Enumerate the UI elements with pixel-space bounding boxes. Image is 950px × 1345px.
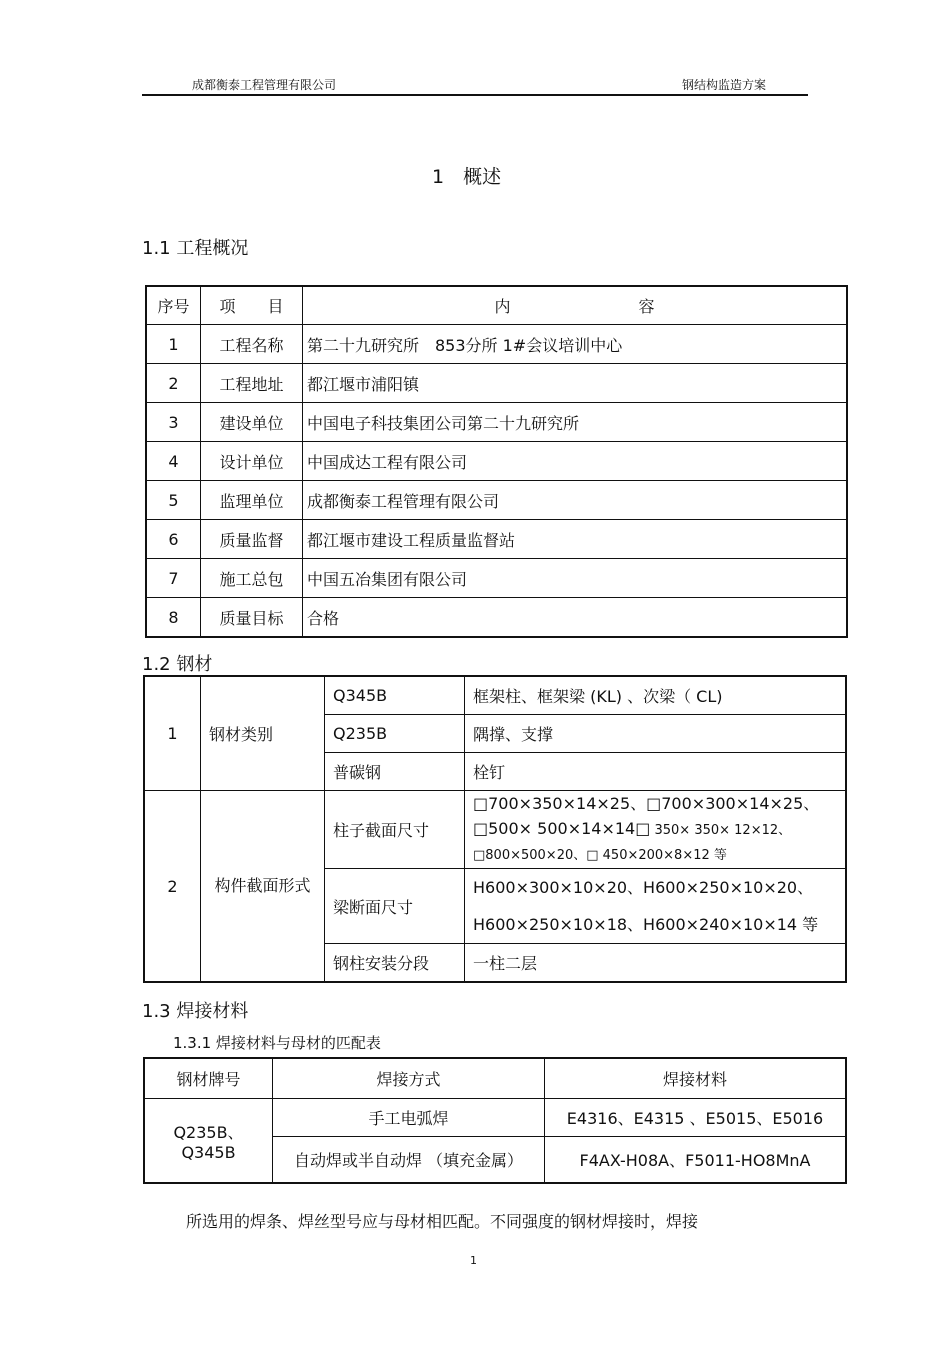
subsection-heading: 1.3.1 焊接材料与母材的匹配表 [173, 1034, 381, 1052]
beam-size-line: H600×300×10×20、H600×250×10×20、 [473, 878, 814, 897]
beam-section-label: 梁断面尺寸 [325, 869, 465, 944]
steel-grade: Q235B、Q345B [145, 1099, 273, 1183]
steel-grade: Q235B [325, 715, 465, 753]
section-heading-1-2: 1.2 钢材 [142, 654, 213, 675]
steel-usage: 框架柱、框架梁 (KL) 、次梁（ CL) [465, 677, 846, 715]
welding-material: F4AX-H08A、F5011-HO8MnA [545, 1137, 846, 1183]
header-cell: 序号 [147, 287, 201, 325]
table-header-row [147, 287, 847, 325]
table-row [145, 677, 846, 715]
header-left: 成都衡泰工程管理有限公司 [192, 78, 337, 92]
group-number: 2 [145, 791, 201, 982]
table-row [147, 325, 847, 364]
row-number: 5 [147, 481, 201, 520]
row-item: 工程地址 [201, 364, 303, 403]
row-content: 中国成达工程有限公司 [303, 442, 847, 481]
segment-value: 一柱二层 [465, 944, 846, 982]
welding-material: E4316、E4315 、E5015、E5016 [545, 1099, 846, 1137]
row-item: 施工总包 [201, 559, 303, 598]
table-row [147, 364, 847, 403]
table-row [147, 403, 847, 442]
steel-grade: Q345B [325, 677, 465, 715]
column-size-part: □500× 500×14×14□ [473, 819, 651, 838]
row-item: 工程名称 [201, 325, 303, 364]
column-size-part: 350× 350× 12×12、 [650, 823, 792, 838]
header-cell: 钢材牌号 [145, 1059, 273, 1099]
steel-table [144, 676, 846, 982]
row-number: 6 [147, 520, 201, 559]
table-row [147, 520, 847, 559]
table-row [145, 791, 846, 869]
group-number: 1 [145, 677, 201, 791]
page-title: 1 概述 [432, 166, 502, 188]
row-content: 中国电子科技集团公司第二十九研究所 [303, 403, 847, 442]
section-heading-1-1: 1.1 工程概况 [142, 238, 249, 259]
body-paragraph: 所选用的焊条、焊丝型号应与母材相匹配。不同强度的钢材焊接时，焊接 [186, 1212, 699, 1231]
table-header-row [145, 1059, 846, 1099]
row-number: 3 [147, 403, 201, 442]
beam-size-line: H600×250×10×18、H600×240×10×14 等 [473, 915, 819, 934]
page-number: 1 [470, 1254, 477, 1267]
segment-label: 钢柱安装分段 [325, 944, 465, 982]
table-row [147, 481, 847, 520]
beam-section-sizes [465, 869, 846, 944]
row-number: 8 [147, 598, 201, 637]
column-size-line: □800×500×20、□ 450×200×8×12 等 [473, 848, 727, 863]
row-item: 质量目标 [201, 598, 303, 637]
welding-table [144, 1058, 846, 1183]
group-label: 构件截面形式 [201, 791, 325, 982]
column-size-line: □700×350×14×25、□700×300×14×25、 [473, 794, 820, 813]
column-size-line [473, 816, 841, 843]
steel-usage: 栓钉 [465, 753, 846, 791]
row-content: 第二十九研究所 853分所 1#会议培训中心 [303, 325, 847, 364]
table-row [145, 1099, 846, 1137]
row-number: 7 [147, 559, 201, 598]
steel-grade: 普碳钢 [325, 753, 465, 791]
project-overview-table [146, 286, 847, 637]
table-row [147, 559, 847, 598]
row-number: 2 [147, 364, 201, 403]
row-number: 1 [147, 325, 201, 364]
header-cell: 焊接方式 [273, 1059, 545, 1099]
row-item: 监理单位 [201, 481, 303, 520]
welding-method: 自动焊或半自动焊 （填充金属） [273, 1137, 545, 1183]
steel-usage: 隅撑、支撑 [465, 715, 846, 753]
section-heading-1-3: 1.3 焊接材料 [142, 1001, 249, 1022]
header-right: 钢结构监造方案 [682, 78, 767, 92]
row-content: 都江堰市建设工程质量监督站 [303, 520, 847, 559]
row-item: 质量监督 [201, 520, 303, 559]
column-section-label: 柱子截面尺寸 [325, 791, 465, 869]
header-divider [142, 94, 808, 96]
table-row [147, 598, 847, 637]
table-row [147, 442, 847, 481]
row-content: 中国五冶集团有限公司 [303, 559, 847, 598]
row-item: 设计单位 [201, 442, 303, 481]
header-cell: 内 容 [303, 287, 847, 325]
column-section-sizes [465, 791, 846, 869]
row-content: 合格 [303, 598, 847, 637]
welding-method: 手工电弧焊 [273, 1099, 545, 1137]
header-cell: 项 目 [201, 287, 303, 325]
row-content: 成都衡泰工程管理有限公司 [303, 481, 847, 520]
row-content: 都江堰市浦阳镇 [303, 364, 847, 403]
row-number: 4 [147, 442, 201, 481]
row-item: 建设单位 [201, 403, 303, 442]
group-label: 钢材类别 [201, 677, 325, 791]
header-cell: 焊接材料 [545, 1059, 846, 1099]
